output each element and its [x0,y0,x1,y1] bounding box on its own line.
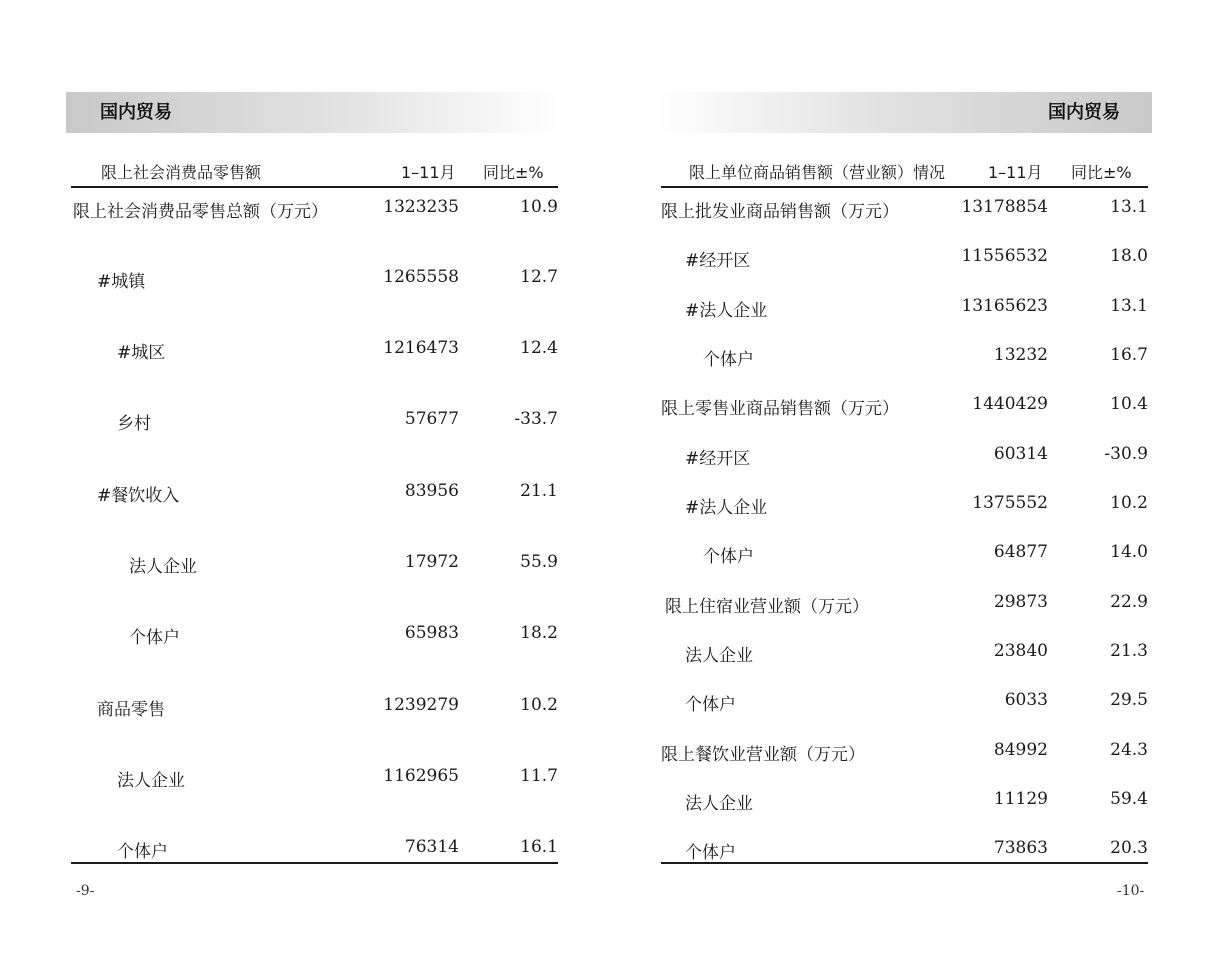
row-pct: 12.4 [520,338,558,358]
row-value: 13178854 [961,197,1048,217]
row-value: 13165623 [961,296,1048,316]
table-row [661,197,1148,223]
row-pct: 10.4 [1110,394,1148,414]
row-pct: 14.0 [1110,542,1148,562]
row-pct: 18.0 [1110,246,1148,266]
left-section-title: 国内贸易 [100,102,172,123]
row-label: #餐饮收入 [97,486,180,506]
row-value: 76314 [404,837,459,857]
col-yoy-header: 同比±% [1071,163,1132,182]
row-pct: 10.9 [520,197,558,217]
table-row [71,695,558,721]
row-pct: 24.3 [1110,740,1148,760]
row-pct: 21.3 [1110,641,1148,661]
row-value: 6033 [1004,690,1048,710]
row-pct: 11.7 [520,766,558,786]
left-section-header [66,92,560,133]
row-value: 73863 [993,838,1048,858]
row-label: 个体户 [685,843,736,863]
table-row [71,481,558,507]
row-label: 限上零售业商品销售额（万元） [661,399,899,419]
row-label: 法人企业 [685,794,753,814]
table-bottom-rule [71,862,558,864]
row-label: 个体户 [703,350,754,370]
col-yoy-header: 同比±% [483,163,544,182]
table-row [71,766,558,792]
row-value: 23840 [993,641,1048,661]
row-label: 个体户 [703,547,754,567]
row-pct: 59.4 [1110,789,1148,809]
row-pct: 12.7 [520,267,558,287]
row-pct: 22.9 [1110,592,1148,612]
row-pct: 55.9 [520,552,558,572]
row-value: 13232 [993,345,1048,365]
table-row [661,345,1148,371]
row-value: 29873 [993,592,1048,612]
table-row [661,542,1148,568]
table-row [661,246,1148,272]
retail-sales-table [71,152,558,864]
col-month-header: 1–11月 [401,163,456,182]
table-row [661,690,1148,716]
row-pct: 13.1 [1110,296,1148,316]
table-row [71,267,558,293]
row-label: 限上社会消费品零售总额（万元） [73,202,328,222]
row-pct: 13.1 [1110,197,1148,217]
table-row [71,409,558,435]
row-value: 1239279 [383,695,459,715]
table-header [71,152,558,188]
row-value: 1375552 [972,493,1048,513]
table-header [661,152,1148,188]
table-row [71,623,558,649]
row-label: 限上批发业商品销售额（万元） [661,202,899,222]
row-label: 法人企业 [685,646,753,666]
row-value: 83956 [404,481,459,501]
table-row [661,394,1148,420]
row-label: 商品零售 [97,700,165,720]
row-label: #城区 [117,343,166,363]
row-value: 1216473 [383,338,459,358]
table-row [661,838,1148,864]
row-label: 个体户 [685,695,736,715]
table-row [661,641,1148,667]
row-pct: 21.1 [520,481,558,501]
right-section-title: 国内贸易 [1048,102,1120,123]
right-section-header [656,92,1152,133]
row-label: #经开区 [685,449,751,469]
row-value: 17972 [404,552,459,572]
table-row [661,592,1148,618]
row-value: 65983 [404,623,459,643]
col-month-header: 1–11月 [988,163,1043,182]
row-value: 84992 [993,740,1048,760]
row-pct: 18.2 [520,623,558,643]
row-label: #经开区 [685,251,751,271]
row-label: #城镇 [97,272,146,292]
sales-revenue-table [661,152,1148,864]
row-value: 1162965 [383,766,459,786]
row-label: 法人企业 [129,557,197,577]
table-row [71,197,558,223]
row-pct: 16.7 [1110,345,1148,365]
row-label: #法人企业 [685,498,768,518]
row-pct: 20.3 [1110,838,1148,858]
page-number-right: -10- [1117,883,1145,899]
row-label: 个体户 [129,628,180,648]
row-label: 限上住宿业营业额（万元） [665,597,869,617]
row-label: 乡村 [117,414,151,434]
table-row [71,837,558,863]
table-title: 限上社会消费品零售额 [101,163,262,182]
row-pct: -30.9 [1104,444,1148,464]
table-row [661,493,1148,519]
row-value: 60314 [993,444,1048,464]
row-value: 11556532 [961,246,1048,266]
row-pct: 10.2 [1110,493,1148,513]
row-value: 1323235 [383,197,459,217]
table-row [661,296,1148,322]
table-row [71,552,558,578]
row-value: 1440429 [972,394,1048,414]
table-bottom-rule [661,862,1148,864]
row-label: #法人企业 [685,301,768,321]
row-label: 限上餐饮业营业额（万元） [661,745,865,765]
row-value: 64877 [993,542,1048,562]
row-label: 法人企业 [117,771,185,791]
page-number-left: -9- [76,883,95,899]
row-value: 11129 [993,789,1048,809]
row-value: 57677 [404,409,459,429]
row-pct: 29.5 [1110,690,1148,710]
row-value: 1265558 [383,267,459,287]
table-row [661,444,1148,470]
table-row [71,338,558,364]
row-pct: 16.1 [520,837,558,857]
row-pct: 10.2 [520,695,558,715]
row-pct: -33.7 [514,409,558,429]
table-title: 限上单位商品销售额（营业额）情况 [689,163,946,182]
table-row [661,740,1148,766]
row-label: 个体户 [117,842,168,862]
table-row [661,789,1148,815]
